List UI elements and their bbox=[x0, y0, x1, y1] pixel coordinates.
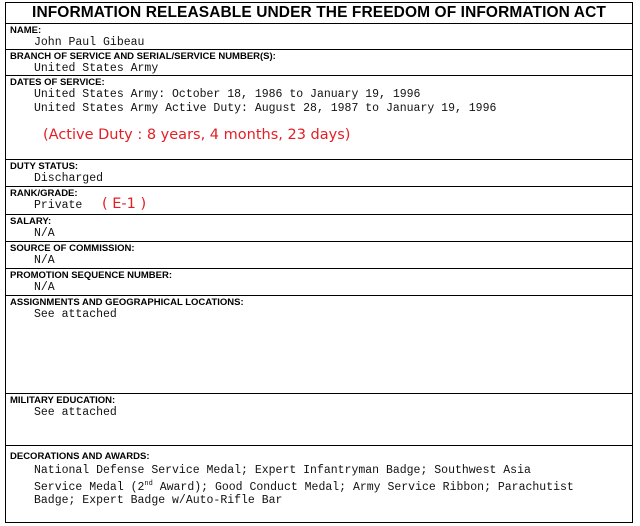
section-salary bbox=[6, 214, 632, 242]
awards-line-2-end: Award); Good Conduct Medal; Army Service Ribbon; Parachutist bbox=[152, 480, 574, 494]
section-dates bbox=[6, 75, 632, 159]
branch-value: United States Army bbox=[34, 62, 159, 75]
section-promotion bbox=[6, 268, 632, 296]
section-branch bbox=[6, 49, 632, 75]
section-assignments bbox=[6, 295, 632, 393]
section-education bbox=[6, 393, 632, 445]
assignments-value: See attached bbox=[34, 308, 117, 321]
active-duty-annotation: (Active Duty : 8 years, 4 months, 23 days) bbox=[43, 127, 351, 143]
awards-line-1: National Defense Service Medal; Expert Infantryman Badge; Southwest Asia bbox=[34, 464, 531, 477]
name-label: NAME: bbox=[10, 25, 42, 36]
form-title: INFORMATION RELEASABLE UNDER THE FREEDOM OF INFORMATION ACT bbox=[6, 3, 632, 24]
duty-status-value: Discharged bbox=[34, 172, 104, 185]
dates-line-2: United States Army Active Duty: August 28, 1987 to January 19, 1996 bbox=[34, 101, 497, 115]
awards-line-3: Badge; Expert Badge w/Auto-Rifle Bar bbox=[34, 493, 283, 507]
rank-annotation: ( E-1 ) bbox=[102, 196, 147, 212]
duty-status-label: DUTY STATUS: bbox=[10, 161, 79, 172]
name-value: John Paul Gibeau bbox=[34, 36, 145, 49]
rank-label: RANK/GRADE: bbox=[10, 188, 78, 199]
promotion-value: N/A bbox=[34, 281, 55, 294]
assignments-label: ASSIGNMENTS AND GEOGRAPHICAL LOCATIONS: bbox=[10, 297, 244, 308]
section-rank bbox=[6, 186, 632, 214]
salary-label: SALARY: bbox=[10, 216, 52, 227]
section-name bbox=[6, 23, 632, 49]
section-commission bbox=[6, 241, 632, 268]
foia-form bbox=[5, 2, 633, 523]
education-value: See attached bbox=[34, 406, 117, 419]
commission-value: N/A bbox=[34, 254, 55, 267]
awards-line-2-start: Service Medal (2 bbox=[34, 480, 145, 494]
rank-value: Private bbox=[34, 199, 83, 212]
section-duty-status bbox=[6, 159, 632, 187]
awards-label: DECORATIONS AND AWARDS: bbox=[10, 451, 150, 462]
dates-line-1: United States Army: October 18, 1986 to January 19, 1996 bbox=[34, 88, 421, 101]
awards-ordinal-suffix: nd bbox=[144, 479, 153, 488]
commission-label: SOURCE OF COMMISSION: bbox=[10, 243, 135, 254]
section-awards bbox=[6, 445, 632, 522]
branch-label: BRANCH OF SERVICE AND SERIAL/SERVICE NUMBER(S): bbox=[10, 51, 276, 62]
promotion-label: PROMOTION SEQUENCE NUMBER: bbox=[10, 270, 173, 281]
salary-value: N/A bbox=[34, 227, 55, 240]
dates-label: DATES OF SERVICE: bbox=[10, 77, 105, 88]
education-label: MILITARY EDUCATION: bbox=[10, 395, 116, 406]
awards-line-2 bbox=[34, 478, 632, 494]
